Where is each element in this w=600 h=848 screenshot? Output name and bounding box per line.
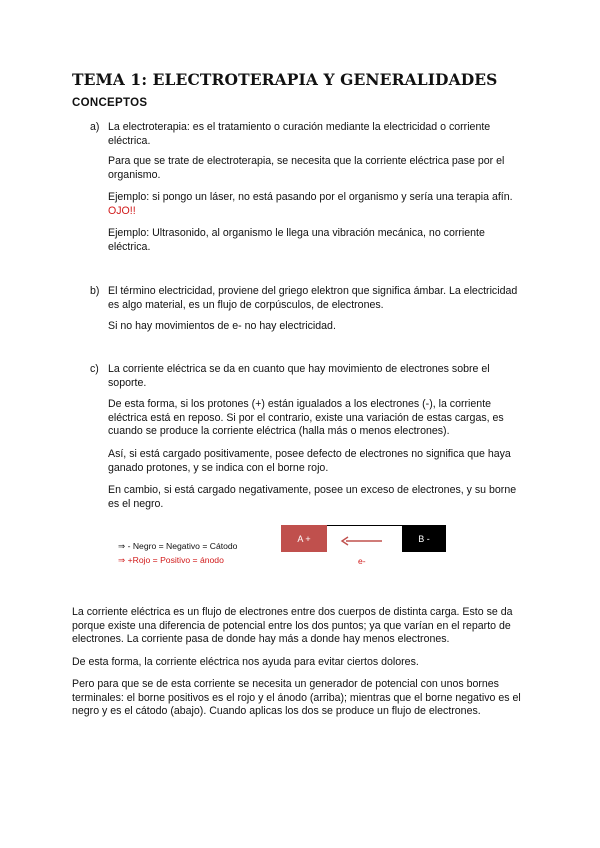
page-title: TEMA 1: ELECTROTERAPIA Y GENERALIDADES — [72, 70, 498, 89]
body-paragraph-3: Pero para que se de esta corriente se necesita un generador de potencial con unos bornes terminales: el borne positivos es el rojo y el ánodo (arriba); mientras que el borne negativo es el negro y es el cátodo (abajo). Cuando aplicas los dos se produce un flujo de electrones. — [72, 678, 521, 718]
anode-box: A + — [281, 525, 327, 552]
legend-negative — [118, 541, 237, 552]
item-c-paragraph-3: Así, si está cargado positivamente, posee defecto de electrones no significa que haya ganado protones, y se indica con el borne rojo. — [108, 448, 511, 474]
item-a-paragraph-1: La electroterapia: es el tratamiento o curación mediante la electricidad o corriente eléctrica. — [108, 121, 491, 147]
arrow-right-icon: ⇒ — [118, 555, 126, 565]
legend-positive — [118, 555, 224, 566]
list-marker-b: b) — [90, 285, 100, 297]
legend-negative-label: - Negro = Negativo = Cátodo — [127, 541, 238, 551]
electron-flow-arrow-icon — [340, 536, 384, 546]
list-marker-a: a) — [90, 121, 100, 133]
warning-text: OJO!! — [108, 204, 136, 217]
body-paragraph-2: De esta forma, la corriente eléctrica nos ayuda para evitar ciertos dolores. — [72, 656, 419, 668]
electron-flow-label: e- — [358, 556, 366, 566]
item-b-paragraph-2: Si no hay movimientos de e- no hay electricidad. — [108, 320, 336, 332]
section-heading: CONCEPTOS — [72, 97, 148, 109]
item-a-example-text: Ejemplo: si pongo un láser, no está pasando por el organismo y sería una terapia afín. — [108, 191, 513, 203]
item-c-paragraph-2: De esta forma, si los protones (+) están igualados a los electrones (-), la corriente eléctrica está en reposo. Si por el contrario, existe una variación de estas cargas, es cuando se produce la corriente eléctrica (halla más o menos electrones). — [108, 398, 504, 438]
item-c-paragraph-1: La corriente eléctrica se da en cuanto que hay movimiento de electrones sobre el soporte. — [108, 363, 490, 389]
item-a-paragraph-3 — [108, 191, 524, 218]
connector-line — [327, 525, 402, 526]
body-paragraph-1: La corriente eléctrica es un flujo de electrones entre dos cuerpos de distinta carga. Esto se da porque existe una diferencia de potencial entre los dos puntos; ya que varían en el reparto de electrones. La corriente pasa de donde hay más a donde hay menos electrones. — [72, 606, 513, 646]
arrow-right-icon: ⇒ — [118, 541, 126, 551]
item-c-paragraph-4: En cambio, si está cargado negativamente, posee un exceso de electrones, y su borne es el negro. — [108, 484, 517, 510]
item-a-paragraph-2: Para que se trate de electroterapia, se necesita que la corriente eléctrica pase por el organismo. — [108, 155, 505, 181]
list-marker-c: c) — [90, 363, 99, 375]
item-a-paragraph-4: Ejemplo: Ultrasonido, al organismo le llega una vibración mecánica, no corriente eléctrica. — [108, 227, 485, 253]
cathode-box: B - — [402, 525, 446, 552]
legend-positive-label: +Rojo = Positivo = ánodo — [127, 555, 224, 565]
item-b-paragraph-1: El término electricidad, proviene del griego elektron que significa ámbar. La electricidad es algo material, es un flujo de corpúsculos, de electrones. — [108, 285, 518, 311]
